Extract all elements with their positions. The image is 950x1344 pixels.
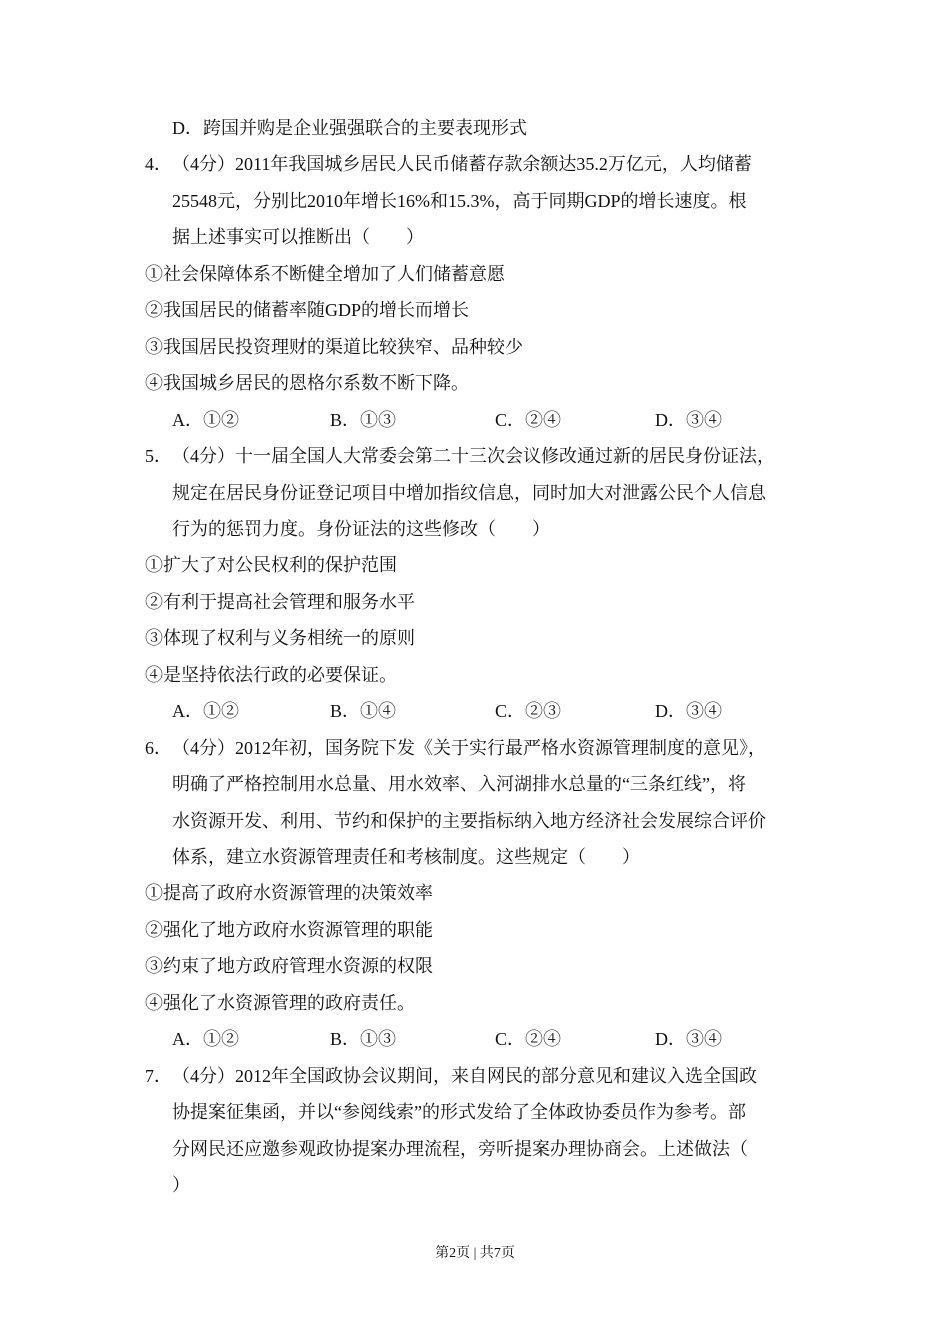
- statement-item: ③体现了权利与义务相统一的原则: [145, 628, 415, 649]
- answer-choices: [0, 402, 950, 438]
- question-number: 4．: [145, 154, 172, 175]
- question-text: （4分）2012年初，国务院下发《关于实行最严格水资源管理制度的意见》，: [172, 737, 766, 758]
- question-text: 规定在居民身份证登记项目中增加指纹信息，同时加大对泄露公民个人信息: [172, 482, 766, 503]
- question-text: 体系，建立水资源管理责任和考核制度。这些规定（ ）: [172, 847, 640, 867]
- answer-choice: A．①②: [172, 1029, 239, 1050]
- statement-item: ④是坚持依法行政的必要保证。: [145, 664, 397, 685]
- question-text: 据上述事实可以推断出（ ）: [172, 227, 424, 248]
- question-text: 分网民还应邀参观政协提案办理流程，旁听提案办理协商会。上述做法（: [172, 1138, 748, 1159]
- statement-item: ③我国居民投资理财的渠道比较狭窄、品种较少: [145, 336, 523, 357]
- answer-choice: A．①②: [172, 409, 239, 430]
- answer-choice: C．②③: [495, 701, 562, 722]
- question-text: 协提案征集函，并以“参阅线索”的形式发给了全体政协委员作为参考。部: [172, 1102, 746, 1123]
- answer-choice: A．①②: [172, 701, 239, 722]
- question-number: 7．: [145, 1065, 172, 1086]
- answer-choice: D．③④: [655, 409, 722, 430]
- question-number: 5．: [145, 446, 172, 467]
- question-text: ）: [172, 1175, 190, 1196]
- answer-choice: B．①③: [330, 409, 397, 430]
- question-text: （4分）2011年我国城乡居民人民币储蓄存款余额达35.2万亿元，人均储蓄: [172, 154, 752, 175]
- answer-choice: B．①③: [330, 1029, 397, 1050]
- answer-choice: B．①④: [330, 701, 397, 722]
- question-number: 6．: [145, 737, 172, 758]
- question-text: 水资源开发、利用、节约和保护的主要指标纳入地方经济社会发展综合评价: [172, 810, 766, 831]
- statement-item: ③约束了地方政府管理水资源的权限: [145, 956, 433, 977]
- question-text: 明确了严格控制用水总量、用水效率、入河湖排水总量的“三条红线”，将: [172, 774, 746, 795]
- answer-choice: C．②④: [495, 409, 562, 430]
- statement-item: ①提高了政府水资源管理的决策效率: [145, 883, 433, 904]
- page-footer: 第2页 | 共7页: [435, 1246, 515, 1261]
- answer-choices: [0, 693, 950, 729]
- question-text: （4分）十一届全国人大常委会第二十三次会议修改通过新的居民身份证法，: [172, 446, 775, 467]
- answer-choice: C．②④: [495, 1029, 562, 1050]
- statement-item: ①扩大了对公民权利的保护范围: [145, 555, 397, 576]
- statement-item: ④强化了水资源管理的政府责任。: [145, 992, 415, 1013]
- statement-item: ②强化了地方政府水资源管理的职能: [145, 919, 433, 940]
- answer-choice: D．③④: [655, 701, 722, 722]
- statement-item: ①社会保障体系不断健全增加了人们储蓄意愿: [145, 263, 505, 284]
- question-text: 25548元，分别比2010年增长16%和15.3%，高于同期GDP的增长速度。根: [172, 190, 747, 211]
- question-text: （4分）2012年全国政协会议期间，来自网民的部分意见和建议入选全国政: [172, 1065, 757, 1086]
- statement-item: ②我国居民的储蓄率随GDP的增长而增长: [145, 300, 470, 321]
- statement-item: ④我国城乡居民的恩格尔系数不断下降。: [145, 373, 469, 394]
- answer-choices: [0, 1021, 950, 1057]
- question-text: 行为的惩罚力度。身份证法的这些修改（ ）: [172, 518, 550, 539]
- answer-choice: D．③④: [655, 1029, 722, 1050]
- statement-item: ②有利于提高社会管理和服务水平: [145, 591, 415, 612]
- option-line: D．跨国并购是企业强强联合的主要表现形式: [172, 118, 527, 138]
